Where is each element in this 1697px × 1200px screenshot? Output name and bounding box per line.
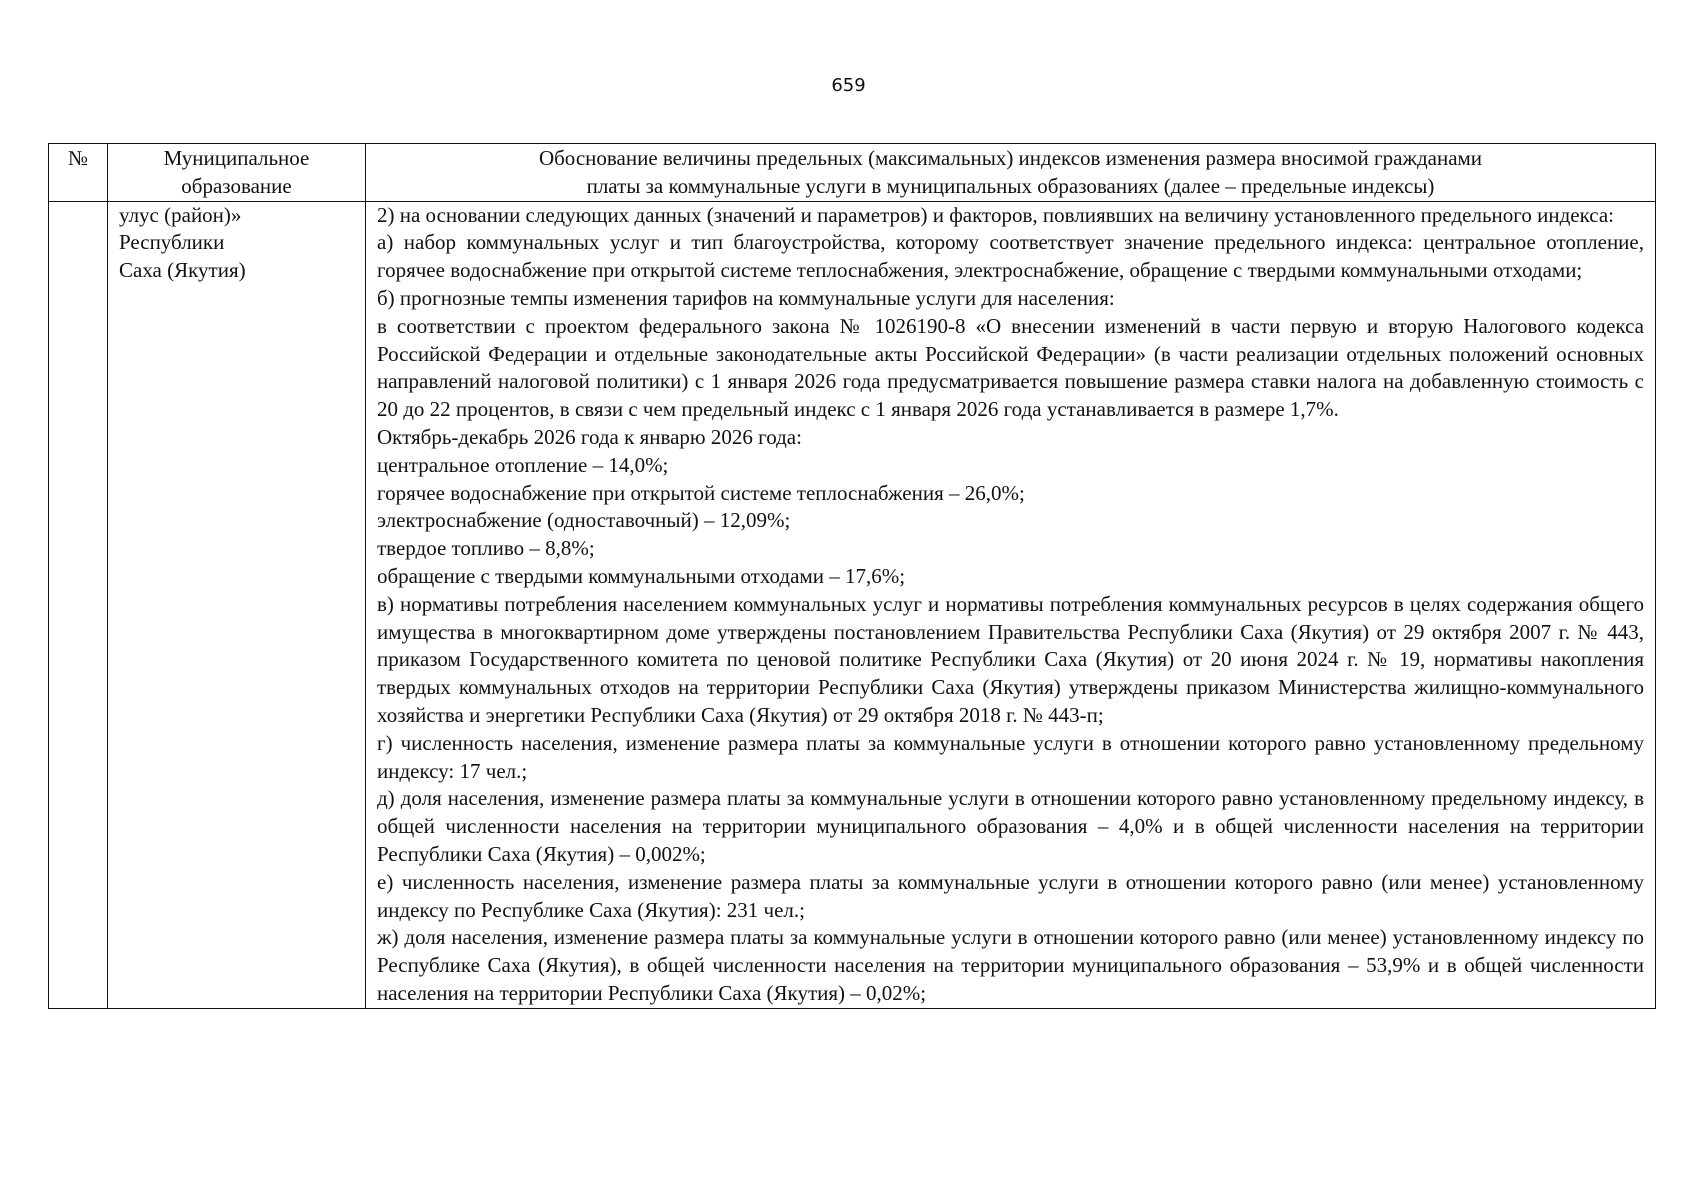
justification-table: [48, 143, 1656, 1009]
paragraph-tariff-forecast: б) прогнозные темпы изменения тарифов на коммунальные услуги для населения:: [377, 285, 1115, 310]
paragraph-norms: в) нормативы потребления населением коммунальных услуг и нормативы потребления коммунальных ресурсов в целях содержания общего имущества в многоквартирном доме утверждены постановлением Правительства Республики Саха (Якутия) от 29 октября 2007 г. № 443, приказом Государственного комитета по ценовой политике Республики Саха (Якутия) от 20 июня 2024 г. № 19, нормативы накопления твердых коммунальных отходов на территории Республики Саха (Якутия) утверждены приказом Министерства жилищно-коммунального хозяйства и энергетики Республики Саха (Якутия) от 29 октября 2018 г. № 443-п;: [377, 591, 1644, 727]
municipality-line: Республики: [119, 230, 225, 255]
paragraph-population-share: д) доля населения, изменение размера платы за коммунальные услуги в отношении которого равно установленному предельному индексу, в общей численности населения на территории муниципального образования – 4,0% и в общей численности населения на территории Республики Саха (Якутия) – 0,002%;: [377, 786, 1644, 866]
municipality-cell: [108, 201, 366, 1008]
table-body: [49, 201, 1656, 1008]
header-municipality-line: Муниципальное: [163, 146, 310, 170]
header-justification-line: платы за коммунальные услуги в муниципальных образованиях (далее – предельные индексы): [586, 173, 1435, 198]
municipality-line: улус (район)»: [119, 202, 242, 227]
justification-cell: [366, 201, 1656, 1008]
header-justification-line: Обоснование величины предельных (максимальных) индексов изменения размера вносимой гражданами: [538, 146, 1483, 170]
paragraph-basis: 2) на основании следующих данных (значений и параметров) и факторов, повлиявших на величину установленного предельного индекса:: [377, 202, 1615, 227]
paragraph-solid-fuel: твердое топливо – 8,8%;: [377, 536, 595, 561]
paragraph-services-set: а) набор коммунальных услуг и тип благоустройства, которому соответствует значение предельного индекса: центральное отопление, горячее водоснабжение при открытой системе теплоснабжения, электроснабжение, обращение с твердыми коммунальными отходами;: [377, 230, 1644, 283]
paragraph-period: Октябрь-декабрь 2026 года к январю 2026 года:: [377, 424, 802, 449]
paragraph-population-count: г) численность населения, изменение размера платы за коммунальные услуги в отношении которого равно установленному предельному индексу: 17 чел.;: [377, 730, 1644, 783]
paragraph-population-share-less: ж) доля населения, изменение размера платы за коммунальные услуги в отношении которого равно (или менее) установленному индексу по Республике Саха (Якутия), в общей численности населения на территории муниципального образования – 53,9% и в общей численности населения на территории Республики Саха (Якутия) – 0,02%;: [377, 925, 1644, 1005]
header-justification: [366, 144, 1656, 202]
table-row: [49, 201, 1656, 1008]
municipality-line: Саха (Якутия): [119, 258, 246, 283]
header-row: [49, 144, 1656, 202]
header-municipality: [108, 144, 366, 202]
paragraph-hot-water: горячее водоснабжение при открытой системе теплоснабжения – 26,0%;: [377, 480, 1025, 505]
page-number: 659: [831, 75, 866, 96]
header-municipality-line: образование: [181, 173, 292, 198]
row-number-cell: [49, 201, 108, 1008]
header-number: №: [49, 144, 108, 202]
paragraph-federal-law: в соответствии с проектом федерального закона № 1026190-8 «О внесении изменений в части первую и вторую Налогового кодекса Российской Федерации и отдельные законодательные акты Российской Федерации» (в части реализации отдельных положений основных направлений налоговой политики) с 1 января 2026 года предусматривается повышение размера ставки налога на добавленную стоимость с 20 до 22 процентов, в связи с чем предельный индекс с 1 января 2026 года устанавливается в размере 1,7%.: [377, 313, 1644, 422]
table-header: [49, 144, 1656, 202]
paragraph-heating: центральное отопление – 14,0%;: [377, 452, 669, 477]
paragraph-waste: обращение с твердыми коммунальными отходами – 17,6%;: [377, 563, 906, 588]
paragraph-electricity: электроснабжение (одноставочный) – 12,09%;: [377, 508, 791, 533]
paragraph-population-count-less: е) численность населения, изменение размера платы за коммунальные услуги в отношении которого равно (или менее) установленному индексу по Республике Саха (Якутия): 231 чел.;: [377, 869, 1644, 922]
